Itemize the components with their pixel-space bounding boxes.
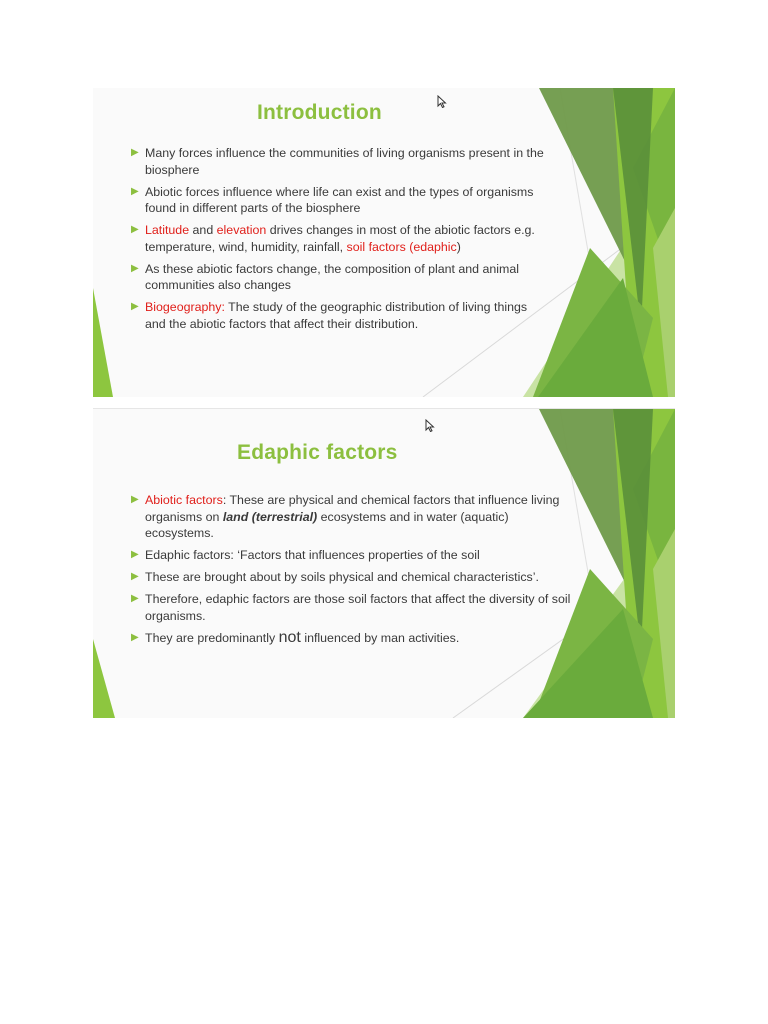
left-green-sliver	[93, 288, 113, 397]
bullet-item	[131, 222, 551, 255]
bullet-text-segment: Latitude	[145, 223, 190, 237]
bullet-arrow-icon: ▶	[131, 549, 139, 560]
bullet-text-segment: They are predominantly	[145, 630, 279, 645]
bullet-text-segment: These are brought about by soils physical and chemical characteristics’.	[145, 570, 539, 584]
bullet-arrow-icon: ▶	[131, 571, 139, 582]
bullet-arrow-icon: ▶	[131, 262, 139, 274]
bullet-text-segment: drives changes in most of the abiotic factors e.g. temperature, wind, humidity, rainfall,	[145, 223, 535, 254]
bullet-item	[131, 184, 551, 217]
bullet-item	[131, 591, 571, 624]
bullet-list	[131, 492, 571, 652]
bullet-text-segment: elevation	[216, 223, 267, 237]
bullet-text-segment: The study of the geographic distribution of living things and the abiotic factors that affect their distribution.	[145, 300, 528, 331]
slide-introduction	[93, 88, 675, 397]
bullet-text-segment: )	[456, 239, 461, 254]
bullet-item	[131, 261, 551, 294]
left-green-sliver	[93, 639, 115, 718]
bullet-item	[131, 492, 571, 542]
bullet-arrow-icon: ▶	[131, 301, 139, 312]
bullet-text-segment: Biogeography:	[145, 300, 225, 314]
bullet-list	[131, 145, 551, 338]
bullet-arrow-icon: ▶	[131, 185, 139, 197]
mouse-cursor-icon	[425, 419, 435, 432]
bullet-arrow-icon: ▶	[131, 147, 139, 158]
bullet-item	[131, 299, 551, 332]
bullet-text-segment: influenced by man activities.	[300, 630, 460, 645]
slide-edaphic-factors	[93, 408, 675, 718]
bullet-arrow-icon: ▶	[131, 224, 139, 235]
bullet-text-segment: Abiotic factors	[145, 493, 223, 507]
bullet-item	[131, 145, 551, 178]
bullet-text-segment: and	[189, 223, 217, 237]
bullet-arrow-icon: ▶	[131, 593, 139, 604]
bullet-text-segment: ecosystems and in water (aquatic) ecosystems.	[145, 509, 509, 540]
slide-title: Introduction	[257, 101, 382, 124]
bullet-text-segment: Edaphic factors: ‘Factors that influences properties of the soil	[145, 548, 480, 562]
bullet-text-segment: Abiotic forces influence where life can exist and the types of organisms found in different parts of the biosphere	[145, 184, 534, 215]
bullet-arrow-icon: ▶	[131, 631, 139, 643]
bullet-text-segment: Therefore, edaphic factors are those soil factors that affect the diversity of soil organisms.	[145, 592, 571, 623]
bullet-text-segment: : These are physical and chemical factors that influence living organisms on	[145, 493, 560, 524]
bullet-text-segment: soil factors (edaphic	[346, 239, 457, 254]
bullet-item	[131, 569, 571, 586]
bullet-text-segment: not	[278, 628, 301, 646]
bullet-text-segment: Many forces influence the communities of living organisms present in the biosphere	[145, 146, 544, 177]
bullet-item	[131, 547, 571, 564]
bullet-text-segment: As these abiotic factors change, the composition of plant and animal communities also changes	[145, 261, 520, 292]
bullet-arrow-icon: ▶	[131, 494, 139, 505]
mouse-cursor-icon	[437, 95, 447, 108]
slide-title: Edaphic factors	[237, 441, 398, 464]
bullet-text-segment: land (terrestrial)	[222, 509, 318, 524]
bullet-item	[131, 630, 571, 647]
